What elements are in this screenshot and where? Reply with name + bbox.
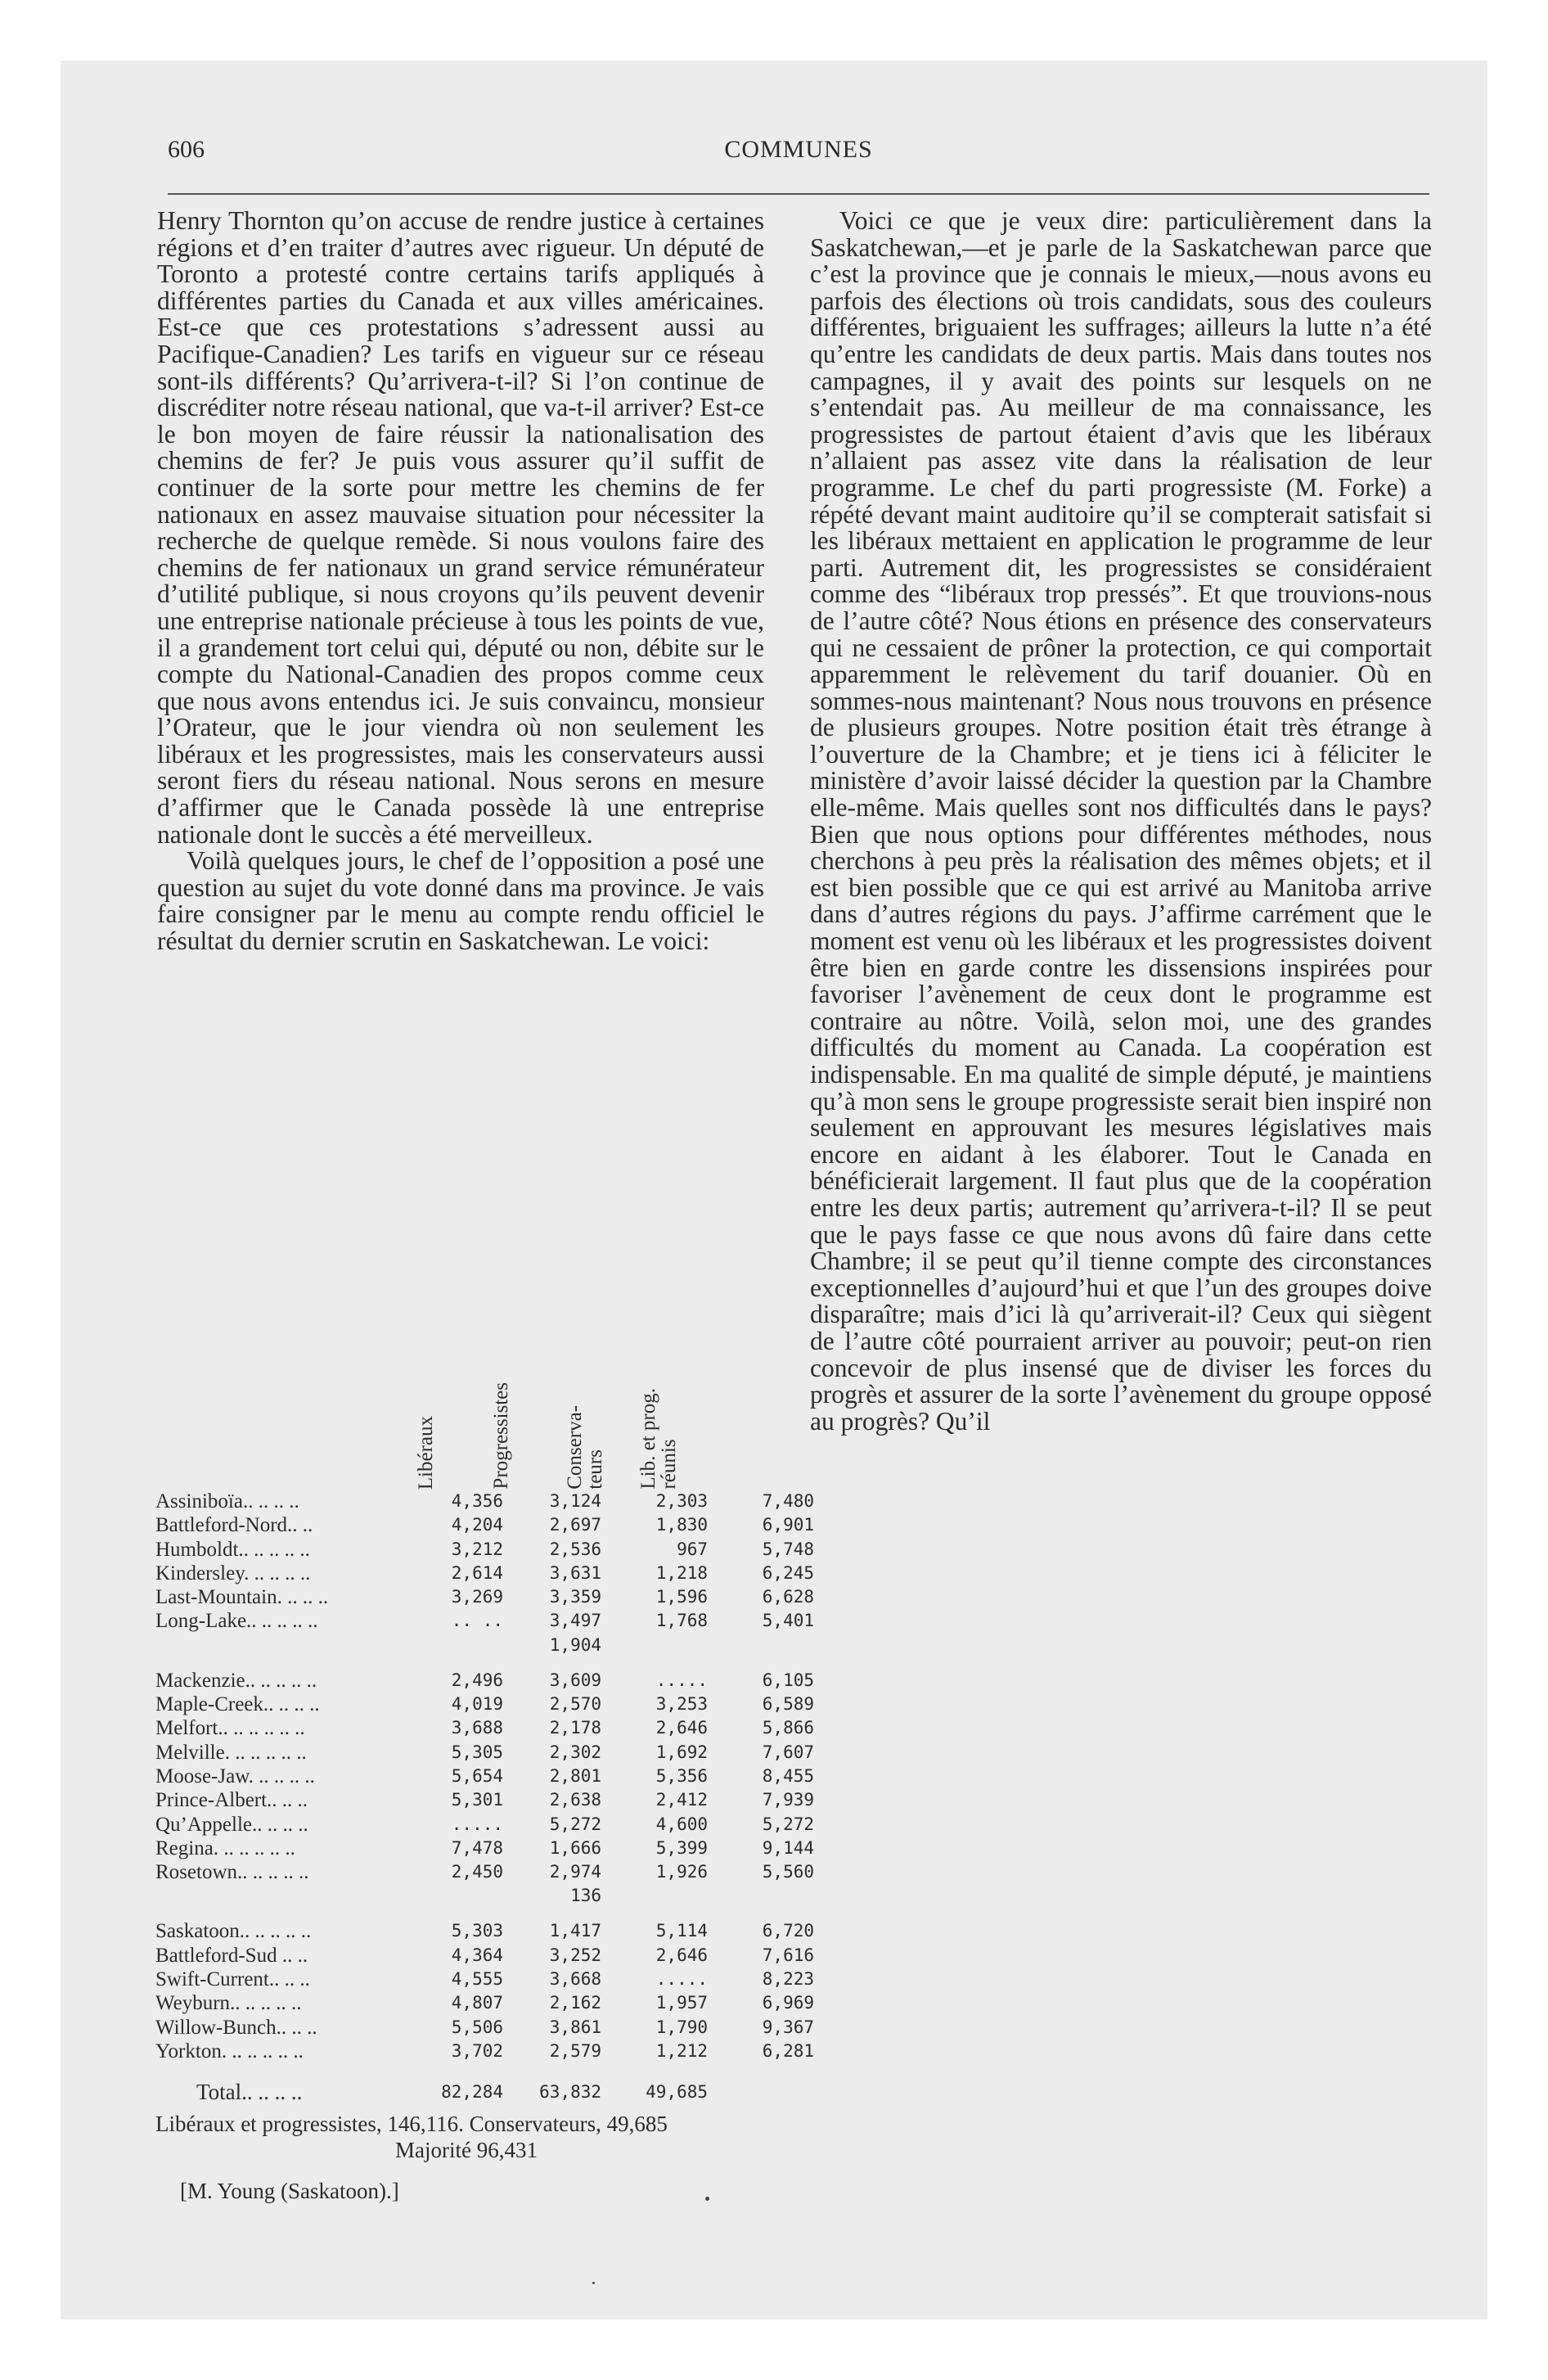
cell-progressistes: 2,579: [549, 2040, 601, 2061]
cell-liberaux: 4,364: [451, 1945, 503, 1965]
cell-progressistes: 1,417: [549, 1921, 601, 1941]
cell-conservateurs: 1,926: [655, 1862, 708, 1882]
cell-progressistes-extra: 1,904: [549, 1634, 601, 1655]
cell-liberaux: 4,555: [451, 1969, 503, 1990]
cell-progressistes: 2,801: [549, 1765, 601, 1786]
constituency-name: Battleford-Nord.. ..: [155, 1514, 313, 1537]
constituency-name: Willow-Bunch.. .. ..: [155, 2016, 317, 2039]
cell-reunis: 7,607: [762, 1742, 814, 1762]
cell-conservateurs: 1,596: [655, 1587, 708, 1607]
cell-reunis: 6,105: [762, 1670, 814, 1690]
speaker-attribution: [M. Young (Saskatoon).]: [180, 2179, 399, 2204]
cell-progressistes: 2,178: [549, 1718, 601, 1738]
constituency-name: Rosetown.. .. .. .. ..: [155, 1861, 309, 1884]
table-row: [155, 1669, 814, 1693]
cell-progressistes: 3,252: [549, 1945, 601, 1965]
cell-liberaux: .....: [451, 1814, 503, 1834]
constituency-name: Kindersley. .. .. .. ..: [155, 1562, 311, 1584]
paragraph: Voilà quelques jours, le chef de l’opposition a posé une question au sujet du vote donné dans ma province. Je vais faire consigner par le menu au compte rendu officiel le résultat du dernier scrutin en Saskatchewan. Le voici:: [157, 846, 764, 956]
cell-reunis: 6,969: [762, 1993, 814, 2013]
table-row-continuation: [155, 1884, 777, 1908]
cell-reunis: 8,223: [762, 1969, 814, 1990]
cell-reunis: 6,628: [762, 1587, 814, 1607]
majority-line: Majorité 96,431: [395, 2138, 538, 2163]
table-row-continuation: [155, 1634, 777, 1657]
table-header: [155, 1359, 777, 1490]
column-header-reunis: Lib. et prog. réunis: [637, 1388, 680, 1490]
cell-liberaux: 3,702: [451, 2040, 503, 2061]
cell-conservateurs: 1,830: [655, 1515, 708, 1535]
constituency-name: Humboldt.. .. .. .. ..: [155, 1538, 310, 1561]
cell-liberaux: 3,212: [451, 1539, 503, 1559]
total-conservateurs: 49,685: [646, 2082, 708, 2103]
table-row: [155, 2016, 814, 2040]
summary-line: Libéraux et progressistes, 146,116. Conservateurs, 49,685: [155, 2112, 668, 2137]
left-column: [157, 208, 764, 955]
cell-progressistes: 1,666: [549, 1837, 601, 1858]
constituency-name: Maple-Creek.. .. .. ..: [155, 1693, 320, 1716]
cell-progressistes: 3,631: [549, 1562, 601, 1583]
table-row: [155, 1513, 814, 1537]
cell-reunis: 7,616: [762, 1945, 814, 1965]
table-row-gap: [155, 1657, 777, 1669]
cell-liberaux: 2,614: [451, 1562, 503, 1583]
cell-progressistes: 2,536: [549, 1539, 601, 1559]
column-header-conservateurs: Conserva- teurs: [564, 1405, 606, 1490]
cell-reunis: 7,939: [762, 1790, 814, 1810]
constituency-name: Long-Lake.. .. .. .. ..: [155, 1610, 318, 1633]
cell-reunis: 9,367: [762, 2017, 814, 2037]
table-row: [155, 1490, 814, 1513]
cell-conservateurs: 1,692: [655, 1742, 708, 1762]
constituency-name: Last-Mountain. .. .. ..: [155, 1586, 329, 1609]
constituency-name: Regina. .. .. .. .. ..: [155, 1837, 295, 1859]
cell-progressistes: 5,272: [549, 1814, 601, 1834]
paragraph: Voici ce que je veux dire: particulièrement dans la Saskatchewan,—et je parle de la Saskatchewan parce que c’est la province que je connais le mieux,—nous avons eu parfois des élections où trois candidats, sous des couleurs différentes, briguaient les suffrages; ailleurs la lutte n’a été qu’entre les candidats de deux partis. Mais dans toutes nos campagnes, il y avait des points sur lesquels on ne s’entendait pas. Au meilleur de ma connaissance, les progressistes de partout étaient d’avis que les libéraux n’allaient pas assez vite dans la réalisation de leur programme. Le chef du parti progressiste (M. Forke) a répété devant maint auditoire qu’il se compterait satisfait si les libéraux mettaient en application le programme de leur parti. Autrement dit, les progressistes se considéraient comme des “libéraux trop pressés”. Et que trouvions-nous de l’autre côté? Nous étions en présence des conservateurs qui ne cessaient de prôner la protection, ce qui comportait apparemment le relèvement du tarif douanier. Où en sommes-nous maintenant? Nous nous trouvons en présence de plusieurs groupes. Notre position était très étrange à l’ouverture de la Chambre; et je tiens ici à féliciter le ministère d’avoir laissé décider la question par la Chambre elle-même. Mais quelles sont nos difficultés dans le pays? Bien que nous options pour différentes méthodes, nous cherchons à peu près la réalisation des mêmes objets; et il est bien possible que ce qui est arrivé au Manitoba arrive dans d’autres régions du pays. J’affirme carrément que le moment est venu où les libéraux et les progressistes doivent être bien en garde contre les dissensions inspirées pour favoriser l’avènement de ceux dont le programme est contraire au nôtre. Voilà, selon moi, une des grandes difficultés du moment au Canada. La coopération est indispensable. En ma qualité de simple député, je maintiens qu’à mon sens le groupe progressiste serait bien inspiré non seulement en approuvant les mesures législatives mais encore en aidant à les élaborer. Tout le Canada en bénéficierait largement. Il faut plus que de la coopération entre les deux partis; autrement qu’arrivera-t-il? Il se peut que le pays fasse ce que nous avons dû faire dans cette Chambre; il se peut qu’il tienne compte des circonstances exceptionnelles d’aujourd’hui et que l’un des groupes doive disparaître; mais d’ici là qu’arriverait-il? Ceux qui siègent de l’autre côté pourraient arriver au pouvoir; peut-on rien concevoir de plus insensé que de diviser les forces du progrès et assurer de la sorte l’avènement du groupe opposé au progrès? Qu’il: [810, 206, 1432, 1436]
constituency-name: Assiniboïa.. .. .. ..: [155, 1490, 299, 1512]
cell-liberaux: 4,356: [451, 1491, 503, 1511]
page-header: [168, 136, 1429, 175]
constituency-name: Prince-Albert.. .. ..: [155, 1789, 308, 1812]
cell-progressistes: 2,162: [549, 1993, 601, 2013]
total-liberaux: 82,284: [441, 2082, 503, 2103]
total-row: [155, 2078, 777, 2106]
table-row: [155, 1716, 814, 1740]
cell-liberaux: 5,506: [451, 2017, 503, 2037]
table-row: [155, 1991, 814, 2015]
cell-liberaux: 2,450: [451, 1862, 503, 1882]
cell-reunis: 5,272: [762, 1814, 814, 1834]
cell-conservateurs: .....: [655, 1670, 708, 1690]
cell-reunis: 8,455: [762, 1765, 814, 1786]
cell-conservateurs: 2,303: [655, 1491, 708, 1511]
constituency-name: Mackenzie.. .. .. .. ..: [155, 1669, 317, 1692]
constituency-name: Yorkton. .. .. .. .. ..: [155, 2040, 304, 2062]
cell-reunis: 5,401: [762, 1611, 814, 1631]
cell-progressistes: 2,638: [549, 1790, 601, 1810]
cell-liberaux: 4,204: [451, 1515, 503, 1535]
cell-liberaux: 5,301: [451, 1790, 503, 1810]
constituency-name: Saskatoon.. .. .. .. ..: [155, 1920, 312, 1943]
constituency-name: Battleford-Sud .. ..: [155, 1944, 308, 1967]
column-header-progressistes: Progressistes: [490, 1382, 512, 1490]
cell-liberaux: 4,019: [451, 1694, 503, 1715]
cell-conservateurs: 1,768: [655, 1611, 708, 1631]
table-row: [155, 1562, 814, 1585]
ink-speck: [705, 2197, 709, 2201]
cell-conservateurs: 5,114: [655, 1921, 708, 1941]
cell-progressistes: 3,124: [549, 1491, 601, 1511]
table-row: [155, 1968, 814, 1991]
cell-conservateurs: 1,212: [655, 2040, 708, 2061]
election-results-table: [155, 1359, 814, 2204]
cell-conservateurs: 1,218: [655, 1562, 708, 1583]
cell-progressistes: 3,359: [549, 1587, 601, 1607]
cell-conservateurs: 2,412: [655, 1790, 708, 1810]
table-row: [155, 1585, 814, 1609]
cell-conservateurs: 4,600: [655, 1814, 708, 1834]
cell-progressistes-extra: 136: [570, 1886, 601, 1906]
constituency-name: Melville. .. .. .. .. ..: [155, 1741, 307, 1764]
table-row: [155, 1860, 814, 1884]
constituency-name: Qu’Appelle.. .. .. ..: [155, 1813, 308, 1836]
cell-liberaux: 3,269: [451, 1587, 503, 1607]
cell-progressistes: 3,668: [549, 1969, 601, 1990]
total-label: Total.. .. .. ..: [196, 2080, 303, 2105]
table-row: [155, 1765, 814, 1788]
paragraph: Henry Thornton qu’on accuse de rendre justice à certaines régions et d’en traiter d’autres avec rigueur. Un député de Toronto a protesté contre certains tarifs appliqués à différentes parties du Canada et aux villes américaines. Est-ce que ces protestations s’adressent aussi au Pacifique-Canadien? Les tarifs en vigueur sur ce réseau sont-ils différents? Qu’arrivera-t-il? Si l’on continue de discréditer notre réseau national, que va-t-il arriver? Est-ce le bon moyen de faire réussir la nationalisation des chemins de fer? Je puis vous assurer qu’il suffit de continuer de la sorte pour mettre les chemins de fer nationaux en assez mauvaise situation pour nécessiter la recherche de quelque remède. Si nous voulons faire des chemins de fer nationaux un grand service rémunérateur d’utilité publique, si nous croyons qu’ils peuvent devenir une entreprise nationale précieuse à tous les points de vue, il a grandement tort celui qui, député ou non, débite sur le compte du National-Canadien des propos comme ceux que nous avons entendus ici. Je suis convaincu, monsieur l’Orateur, que le jour viendra où non seulement les libéraux et les progressistes, mais les conservateurs aussi seront fiers du réseau national. Nous serons en mesure d’affirmer que le Canada possède là une entreprise nationale dont le succès a été merveilleux.: [157, 206, 764, 849]
cell-conservateurs: 2,646: [655, 1945, 708, 1965]
cell-reunis: 6,589: [762, 1694, 814, 1715]
column-header-liberaux: Libéraux: [415, 1415, 437, 1490]
cell-reunis: 9,144: [762, 1837, 814, 1858]
cell-reunis: 5,560: [762, 1862, 814, 1882]
cell-reunis: 6,720: [762, 1921, 814, 1941]
cell-liberaux: 5,305: [451, 1742, 503, 1762]
cell-progressistes: 3,497: [549, 1611, 601, 1631]
cell-conservateurs: 1,790: [655, 2017, 708, 2037]
cell-conservateurs: 5,356: [655, 1765, 708, 1786]
cell-reunis: 5,748: [762, 1539, 814, 1559]
total-progressistes: 63,832: [539, 2082, 601, 2103]
cell-conservateurs: 967: [677, 1539, 708, 1559]
table-row: [155, 1693, 814, 1716]
constituency-name: Melfort.. .. .. .. .. ..: [155, 1717, 305, 1740]
table-row: [155, 1919, 814, 1943]
cell-progressistes: 2,974: [549, 1862, 601, 1882]
right-column: [810, 208, 1432, 1435]
cell-liberaux: 2,496: [451, 1670, 503, 1690]
cell-liberaux: 4,807: [451, 1993, 503, 2013]
cell-reunis: 5,866: [762, 1718, 814, 1738]
cell-liberaux: 5,303: [451, 1921, 503, 1941]
cell-reunis: 6,245: [762, 1562, 814, 1583]
cell-progressistes: 2,302: [549, 1742, 601, 1762]
cell-liberaux: 3,688: [451, 1718, 503, 1738]
cell-conservateurs: 1,957: [655, 1993, 708, 2013]
cell-reunis: 6,901: [762, 1515, 814, 1535]
cell-reunis: 7,480: [762, 1491, 814, 1511]
cell-progressistes: 2,697: [549, 1515, 601, 1535]
constituency-name: Moose-Jaw. .. .. .. ..: [155, 1765, 315, 1787]
table-body: [155, 1490, 814, 2063]
cell-liberaux: 5,654: [451, 1765, 503, 1786]
table-row-gap: [155, 1908, 777, 1919]
running-head: COMMUNES: [724, 136, 873, 163]
table-row: [155, 1538, 814, 1562]
cell-progressistes: 2,570: [549, 1694, 601, 1715]
cell-reunis: 6,281: [762, 2040, 814, 2061]
ink-speck: [592, 2282, 595, 2284]
cell-conservateurs: 2,646: [655, 1718, 708, 1738]
table-row: [155, 1741, 814, 1765]
cell-liberaux: 7,478: [451, 1837, 503, 1858]
constituency-name: Weyburn.. .. .. .. ..: [155, 1992, 302, 2015]
cell-conservateurs: 5,399: [655, 1837, 708, 1858]
table-row: [155, 1788, 814, 1812]
table-row: [155, 2040, 814, 2063]
table-row: [155, 1609, 814, 1633]
cell-progressistes: 3,609: [549, 1670, 601, 1690]
header-rule: [168, 193, 1429, 195]
table-row: [155, 1944, 814, 1968]
cell-progressistes: 3,861: [549, 2017, 601, 2037]
table-row: [155, 1813, 814, 1837]
cell-conservateurs: 3,253: [655, 1694, 708, 1715]
constituency-name: Swift-Current.. .. ..: [155, 1968, 310, 1991]
cell-conservateurs: .....: [655, 1969, 708, 1990]
table-row: [155, 1837, 814, 1860]
page-number: 606: [168, 136, 205, 163]
cell-liberaux: .. ..: [451, 1611, 503, 1631]
